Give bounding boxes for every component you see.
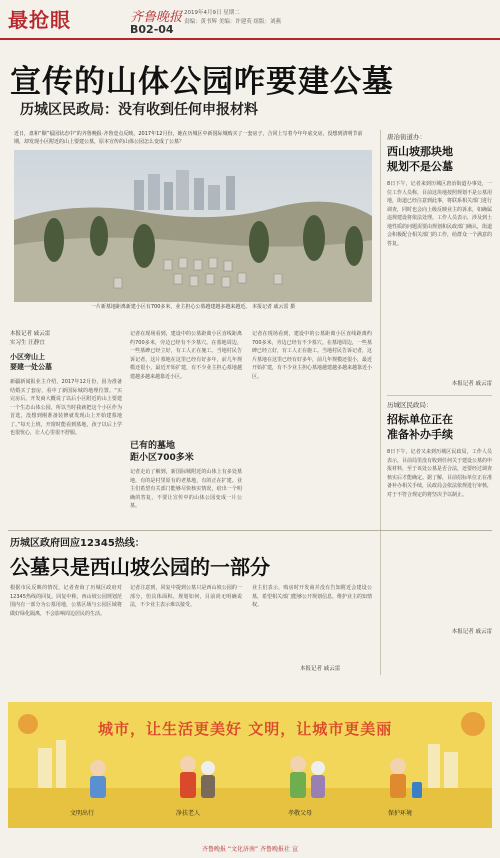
sidebar-text-2: 8日下午，记者又来到历城区民政局，工作人员表示，目前局里没有收到任何关于建设公墓的申报材料，至于该处公墓是否合法，还要经过调查核实后才能确定。据了解，目前招标单位正在准备补办相关手续，民政局会依法依规进行审核，对于不符合规定的将坚决予以制止。 xyxy=(387,449,492,498)
banner-caption-3: 孝敬父母 xyxy=(288,810,313,817)
story2-column-2: 记者注意到，回复中提到公墓只是西山坡公园的一部分，但具体面积、规划如何，目前尚无明确说法，不少业主表示难以接受。 xyxy=(130,585,242,608)
cemetery-photo xyxy=(14,150,372,302)
sidebar-kicker-2: 历城区民政局： xyxy=(387,401,433,409)
editor-credits: 责编：黄书辉 美编：许建英 组版：刘燕 xyxy=(184,19,281,25)
story2-kicker: 历城区政府回应12345热线： xyxy=(10,538,145,549)
sidebar-headline-2: 招标单位正在 准备补办手续 xyxy=(387,413,453,441)
sidebar xyxy=(380,130,492,675)
cemetery-photo-image xyxy=(14,150,372,302)
story1-subtitle-1: 小区旁山上 要建一处公墓 xyxy=(10,353,52,371)
story1-subtitle-2: 已有的墓地 距小区700多米 xyxy=(130,441,194,463)
civility-banner xyxy=(8,702,492,828)
story2-headline: 公墓只是西山坡公园的一部分 xyxy=(10,555,270,579)
story1-column-1: 新疆新闻报业主介绍，2017年12月份，因为准备结婚买了套房，看中了新国际城的地理位置。“买完房后，开发商大概说了以后小区附近的山上要建一个生态山体公园，所以当时我就把这个小区作为首选，没想到刚准备装修就发现山上开始建墓地了。”每天上班，开窗时能看到墓地，孩子以后上学也很忧心，让人心里很不舒服。 xyxy=(10,379,122,436)
story1-column-4: 记者在现场看到，建设中的公墓距离小区直线距离约700多米，旁边已经有不少墓穴。在墓地周边，一些墓碑已经立好，有工人正在施工。当地村民告诉记者，这片墓地在这里已经有好多年，前几年规模还很小，最近开始扩建，有不少业主担心墓地越建越多越来越靠近小区。 xyxy=(252,331,372,380)
sidebar-headline-1: 西山坡那块地 规划不是公墓 xyxy=(387,145,453,173)
banner-caption-4: 保护环境 xyxy=(388,810,413,817)
sidebar-byline-2: 本报记者 戚云雷 xyxy=(451,629,492,635)
story1-byline: 本报记者 戚云雷 实习生 汪静宜 xyxy=(10,331,51,346)
sidebar-divider xyxy=(387,395,492,396)
main-subhead: 历城区民政局：没有收到任何申报材料 xyxy=(20,102,258,118)
story1-column-3: 记者走访了解到，新国际城附近的山体上有多处墓地，有的是村里原有的老墓地，有的正在扩建。业主们希望有关部门能够尽快核实情况，给出一个明确的答复，不要让宣传中的山体公园变成一片公墓。 xyxy=(130,469,242,509)
sidebar-text-1: 8日下午，记者来到历城区唐冶街道办事处，一位工作人员称，目前这块地按照规划不是公墓用地，街道已经注意到此事，将联系相关部门进行调查，同时也会向上级反映业主的诉求，如确属违规建设将依法处理。工作人员表示，涉及到土地性质的问题需要由规划和民政部门确认，街道会积极配合相关部门的工作，给群众一个满意的答复。 xyxy=(387,181,492,247)
story1-column-2: 记者在现场看到，建设中的公墓距离小区直线距离约700多米，旁边已经有不少墓穴。在墓地周边，一些墓碑已经立好，有工人正在施工。当地村民告诉记者，这片墓地在这里已经有好多年，前几年规模还很小，最近开始扩建，有不少业主担心墓地越建越多越来越靠近小区。 xyxy=(130,331,242,380)
photo-caption: 一片新墓地距离新建小区有700多米，业主担心公墓越建越多越来越近。 本报记者 戚云雷 摄 xyxy=(90,304,296,310)
lead-paragraph: 近日，盘和“顺”福园状态中“的齐鲁晚报·齐鲁壹点反映，2017年12月份，她在历城区中新国际城购买了一套房子，合同上写着今年年底交房，没想到清明节前期，却发现小区附近的山上要建公墓，原本宣传的山体公园怎么变成了公墓？ xyxy=(14,131,363,145)
banner-caption-1: 文明出行 xyxy=(70,810,95,817)
page-footer: 齐鲁晚报 “文化济南” 齐鲁晚报社 宣 xyxy=(202,846,298,853)
story2-column-1: 根据市民反映的情况，记者查询了历城区政府对12345热线的回复。回复中称，西山坡公园规划范围内有一部分为公墓用地，公墓区域与公园区域将做好绿化隔离，不会影响周边居民的生活。 xyxy=(10,585,122,617)
newspaper-logo: 齐鲁晚报 xyxy=(130,10,183,25)
section-divider xyxy=(8,530,492,531)
banner-slogan: 城市，让生活更美好 文明，让城市更美丽 xyxy=(98,720,393,738)
sidebar-kicker-1: 唐冶街道办： xyxy=(387,133,426,141)
page-header xyxy=(0,0,500,40)
issue-date: 2019年4月9日 星期二 xyxy=(184,10,240,16)
sidebar-byline-1: 本报记者 戚云雷 xyxy=(451,381,492,387)
story2-column-3: 业主们表示，购房时开发商并没有告知附近会建设公墓，希望相关部门能够公开规划信息，维护业主的知情权。 xyxy=(252,585,372,608)
section-brand: 最抢眼 xyxy=(8,8,71,32)
banner-caption-2: 净扶老人 xyxy=(176,810,201,817)
story2-byline: 本报记者 戚云雷 xyxy=(300,666,341,672)
page-number: B02-04 xyxy=(130,23,174,36)
main-headline: 宣传的山体公园咋要建公墓 xyxy=(10,64,394,100)
